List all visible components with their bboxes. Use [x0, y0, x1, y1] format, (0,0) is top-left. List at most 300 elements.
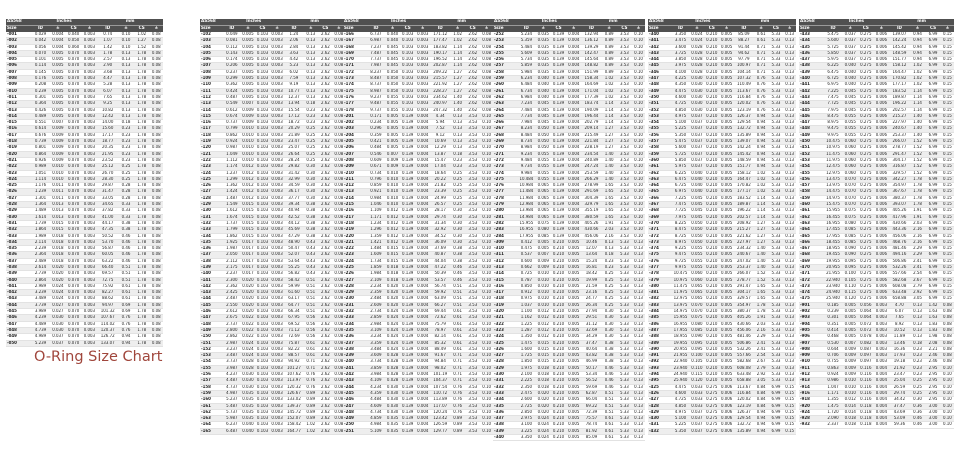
value-cell: 0.210 — [552, 283, 565, 289]
value-cell: 0.009 — [842, 353, 858, 359]
size-cell: -348 — [648, 82, 671, 88]
value-cell: 0.13 — [785, 132, 795, 138]
value-cell: 2.16 — [910, 239, 926, 245]
value-cell: 0.004 — [417, 340, 429, 346]
value-cell: 0.103 — [402, 107, 414, 113]
value-cell: 0.801 — [31, 145, 50, 151]
value-cell: 0.037 — [691, 164, 703, 170]
value-cell: 1.27 — [450, 88, 465, 94]
value-cell: 0.139 — [402, 302, 414, 308]
value-cell: 0.004 — [417, 416, 429, 422]
value-cell: 5.33 — [769, 88, 784, 94]
value-cell: 0.005 — [720, 340, 733, 346]
size-cell: -173 — [343, 76, 367, 82]
value-cell: 1.02 — [910, 76, 926, 82]
value-cell: 0.61 — [602, 416, 617, 422]
value-cell: 52.07 — [284, 252, 303, 258]
value-cell: 0.005 — [386, 120, 399, 126]
value-cell: 0.08 — [334, 132, 344, 138]
size-cell: -458 — [799, 189, 824, 195]
value-cell: 0.08 — [150, 69, 163, 75]
value-cell: 0.23 — [602, 258, 617, 264]
size-cell: -113 — [200, 101, 223, 107]
value-cell: 0.103 — [256, 214, 269, 220]
value-cell: 1.987 — [223, 246, 241, 252]
value-cell: 0.050 — [691, 233, 703, 239]
value-cell: 0.003 — [271, 327, 283, 333]
value-cell: 0.13 — [632, 264, 645, 270]
value-cell: 0.737 — [223, 120, 241, 126]
value-cell: 28.30 — [97, 176, 118, 182]
value-cell: 0.103 — [256, 195, 269, 201]
value-cell: 75.57 — [581, 416, 601, 422]
value-cell: 145.42 — [734, 151, 754, 157]
value-cell: 12.984 — [517, 202, 535, 208]
value-cell: 0.009 — [242, 113, 254, 119]
value-cell: 0.13 — [632, 277, 645, 283]
value-cell: 2.62 — [318, 233, 333, 239]
value-cell: 3.53 — [465, 378, 480, 384]
value-cell: 0.10 — [482, 397, 492, 403]
value-cell: 0.25 — [910, 390, 926, 396]
value-cell: 0.89 — [602, 69, 617, 75]
value-cell: 2.425 — [223, 290, 241, 296]
value-cell: 0.139 — [552, 183, 565, 189]
value-cell: 0.139 — [402, 346, 414, 352]
value-cell: 0.003 — [271, 365, 283, 371]
value-cell: 0.070 — [691, 302, 703, 308]
value-cell: 3.487 — [223, 353, 241, 359]
value-cell: 0.13 — [304, 94, 319, 100]
size-cell: -282 — [493, 220, 517, 226]
value-cell: 0.006 — [874, 50, 890, 56]
value-cell: 2.737 — [223, 321, 241, 327]
value-cell: 202.79 — [581, 120, 601, 126]
value-cell: 0.210 — [706, 50, 718, 56]
value-cell: 0.08 — [941, 321, 954, 327]
value-cell: 0.10 — [482, 208, 492, 214]
value-cell: 0.08 — [150, 157, 163, 163]
value-cell: 0.275 — [858, 44, 874, 50]
value-cell: 1.78 — [134, 283, 150, 289]
value-cell: 139.37 — [284, 403, 303, 409]
value-cell: 0.15 — [941, 283, 954, 289]
value-cell: 145.72 — [284, 409, 303, 415]
size-cell: -920 — [799, 403, 824, 409]
value-cell: 3.53 — [465, 384, 480, 390]
value-cell: 0.004 — [568, 227, 580, 233]
value-cell: 3.484 — [367, 346, 385, 352]
value-cell: 0.08 — [482, 50, 492, 56]
value-cell: 1.487 — [223, 195, 241, 201]
value-cell: 20.955 — [824, 264, 843, 270]
value-cell: 5.100 — [671, 120, 689, 126]
inches-group-header: Inches — [223, 19, 284, 26]
value-cell: 1.14 — [602, 101, 617, 107]
value-cell: 0.08 — [334, 428, 344, 434]
value-cell: 0.103 — [402, 82, 414, 88]
size-cell: -904 — [799, 321, 824, 327]
value-cell: 24.99 — [430, 195, 450, 201]
value-cell: 5.33 — [769, 176, 784, 182]
size-cell: -016 — [6, 126, 31, 132]
value-cell: 0.005 — [720, 183, 733, 189]
column-header: ± — [842, 26, 858, 33]
value-cell: 1.27 — [602, 132, 617, 138]
value-cell: 2.62 — [318, 302, 333, 308]
value-cell: 0.08 — [150, 283, 163, 289]
value-cell: 0.003 — [271, 157, 283, 163]
size-cell: -434 — [799, 38, 824, 44]
value-cell: 0.060 — [691, 271, 703, 277]
value-cell: 0.13 — [118, 107, 134, 113]
value-cell: 5.239 — [31, 340, 50, 346]
value-cell: 0.139 — [552, 151, 565, 157]
value-cell: 26.59 — [889, 384, 910, 390]
size-cell: -001 — [6, 32, 31, 38]
value-cell: 2.112 — [223, 258, 241, 264]
value-cell: 0.30 — [602, 309, 617, 315]
value-cell: 34.29 — [581, 334, 601, 340]
value-cell: 0.537 — [517, 252, 535, 258]
value-cell: 0.210 — [706, 321, 718, 327]
value-cell: 0.003 — [271, 384, 283, 390]
value-cell: 2.62 — [318, 384, 333, 390]
value-cell: 0.15 — [941, 239, 954, 245]
size-cell: -271 — [493, 151, 517, 157]
value-cell: 19.99 — [581, 277, 601, 283]
value-cell: 6.99 — [769, 416, 784, 422]
size-cell: -011 — [6, 94, 31, 100]
value-cell: 0.51 — [304, 283, 319, 289]
value-cell: 5.33 — [617, 403, 632, 409]
value-cell: 0.210 — [552, 428, 565, 434]
value-cell: 2.62 — [318, 227, 333, 233]
value-cell: 0.010 — [386, 189, 399, 195]
size-cell: -041 — [6, 283, 31, 289]
size-table — [343, 19, 493, 435]
size-cell: -241 — [343, 365, 367, 371]
value-cell: 0.275 — [858, 214, 874, 220]
value-cell: 1.14 — [602, 107, 617, 113]
value-cell: 0.139 — [402, 390, 414, 396]
value-cell: 1.239 — [31, 189, 50, 195]
value-cell: 18.72 — [284, 120, 303, 126]
value-cell: 0.018 — [50, 258, 66, 264]
value-cell: 0.414 — [824, 327, 843, 333]
value-cell: 2.08 — [925, 340, 941, 346]
value-cell: 2.95 — [925, 397, 941, 403]
value-cell: 2.62 — [318, 151, 333, 157]
value-cell: 0.139 — [402, 264, 414, 270]
value-cell: 3.53 — [465, 340, 480, 346]
value-cell: 0.110 — [691, 365, 703, 371]
size-cell: -022 — [6, 164, 31, 170]
size-cell: -133 — [200, 227, 223, 233]
value-cell: 5.94 — [430, 120, 450, 126]
value-cell: 12.37 — [284, 94, 303, 100]
value-cell: 0.003 — [271, 88, 283, 94]
value-cell: 126.37 — [734, 409, 754, 415]
value-cell: 0.13 — [304, 57, 319, 63]
value-cell: 3.737 — [223, 359, 241, 365]
value-cell: 9.225 — [671, 246, 689, 252]
value-cell: 0.139 — [402, 372, 414, 378]
size-cell: -440 — [799, 76, 824, 82]
value-cell: 5.33 — [769, 157, 784, 163]
size-cell: -339 — [493, 428, 517, 434]
value-cell: 0.055 — [537, 176, 549, 182]
value-cell: 0.51 — [450, 296, 465, 302]
value-cell: 0.15 — [941, 145, 954, 151]
value-cell: 17.04 — [430, 164, 450, 170]
value-cell: 4.737 — [223, 384, 241, 390]
size-cell: -265 — [493, 113, 517, 119]
value-cell: 104.37 — [430, 378, 450, 384]
value-cell: 0.003 — [271, 296, 283, 302]
value-cell: 0.76 — [754, 82, 769, 88]
table-row — [493, 435, 645, 441]
value-cell: 196.22 — [734, 208, 754, 214]
value-cell: 0.004 — [874, 416, 890, 422]
value-cell: 0.08 — [150, 32, 163, 38]
value-cell: 0.614 — [31, 126, 50, 132]
value-cell: 0.139 — [552, 132, 565, 138]
value-cell: 0.040 — [386, 32, 399, 37]
value-cell: 253.37 — [889, 132, 910, 138]
value-cell: 0.23 — [304, 113, 319, 119]
value-cell: 0.13 — [785, 315, 795, 321]
value-cell: 1.989 — [31, 233, 50, 239]
value-cell: 1.424 — [223, 189, 241, 195]
value-cell: 0.08 — [150, 296, 163, 302]
value-cell: 5.33 — [769, 32, 784, 38]
value-cell: 5.33 — [617, 283, 632, 289]
value-cell: 506.86 — [734, 340, 754, 346]
value-cell: 2.62 — [318, 44, 333, 50]
value-cell: 0.13 — [785, 88, 795, 94]
value-cell: 0.13 — [785, 372, 795, 378]
value-cell: 0.15 — [785, 416, 795, 422]
value-cell: 2.234 — [367, 283, 385, 289]
value-cell: 0.055 — [691, 264, 703, 270]
value-cell: 0.004 — [568, 63, 580, 69]
value-cell: 0.003 — [271, 120, 283, 126]
value-cell: 0.028 — [691, 63, 703, 69]
value-cell: 5.33 — [769, 258, 784, 264]
value-cell: 2.16 — [910, 233, 926, 239]
value-cell: 0.045 — [537, 120, 549, 126]
value-cell: 0.139 — [552, 69, 565, 75]
value-cell: 0.020 — [242, 283, 254, 289]
value-cell: 2.609 — [367, 302, 385, 308]
value-cell: 0.003 — [874, 346, 890, 352]
value-cell: 0.050 — [537, 145, 549, 151]
value-cell: 1.65 — [602, 214, 617, 220]
value-cell: 0.10 — [632, 214, 645, 220]
value-cell: 3.53 — [465, 145, 480, 151]
value-cell: 0.25 — [602, 290, 617, 296]
value-cell: 0.028 — [386, 365, 399, 371]
value-cell: 1.78 — [134, 315, 150, 321]
column-header: ± — [241, 26, 256, 33]
value-cell: 0.10 — [632, 145, 645, 151]
value-cell: 0.070 — [66, 183, 82, 189]
value-cell: 0.004 — [568, 82, 580, 88]
value-cell: 7.234 — [517, 101, 535, 107]
value-cell: 0.139 — [552, 57, 565, 63]
value-cell: 0.012 — [386, 208, 399, 214]
value-cell: 5.975 — [824, 57, 843, 63]
value-cell: 3.53 — [465, 157, 480, 163]
value-cell: 0.43 — [304, 258, 319, 264]
value-cell: 0.08 — [150, 113, 163, 119]
value-cell: 0.003 — [82, 139, 98, 145]
size-cell: -433 — [799, 32, 824, 38]
value-cell: 0.015 — [242, 214, 254, 220]
value-cell: 2.62 — [318, 409, 333, 415]
value-cell: 0.004 — [417, 327, 429, 333]
value-cell: 0.006 — [874, 252, 890, 258]
value-cell: 24.940 — [671, 372, 689, 378]
value-cell: 1.362 — [223, 183, 241, 189]
size-cell: -216 — [343, 208, 367, 214]
size-cell: -246 — [343, 397, 367, 403]
chart-title: O-Ring Size Chart — [34, 349, 163, 365]
value-cell: 0.862 — [223, 132, 241, 138]
standard-label: AS568 — [493, 19, 517, 26]
value-cell: 0.005 — [720, 346, 733, 352]
value-cell: 0.139 — [402, 271, 414, 277]
value-cell: 0.009 — [242, 120, 254, 126]
value-cell: 40.64 — [581, 346, 601, 352]
value-cell: 0.103 — [402, 44, 414, 50]
value-cell: 0.76 — [450, 384, 465, 390]
value-cell: 0.005 — [242, 69, 254, 75]
value-cell: 0.004 — [568, 151, 580, 157]
value-cell: 0.08 — [482, 38, 492, 44]
size-cell: -467 — [799, 246, 824, 252]
value-cell: 0.13 — [304, 63, 319, 69]
value-cell: 0.005 — [720, 290, 733, 296]
value-cell: 2.62 — [318, 69, 333, 75]
size-cell: -334 — [493, 397, 517, 403]
value-cell: 2.92 — [754, 372, 769, 378]
value-cell: 1.100 — [517, 309, 535, 315]
value-cell: 0.006 — [874, 195, 890, 201]
size-cell: -388 — [648, 334, 671, 340]
size-cell: -256 — [493, 57, 517, 63]
value-cell: 0.003 — [271, 346, 283, 352]
value-cell: 0.13 — [785, 246, 795, 252]
value-cell: 0.275 — [858, 76, 874, 82]
value-cell: 0.103 — [256, 164, 269, 170]
value-cell: 0.003 — [271, 397, 283, 403]
value-cell: 0.003 — [874, 334, 890, 340]
value-cell: 0.003 — [271, 378, 283, 384]
value-cell: 136.12 — [581, 38, 601, 44]
value-cell: 0.94 — [910, 50, 926, 56]
size-cell: -107 — [200, 63, 223, 69]
value-cell: 1.52 — [134, 44, 150, 50]
value-cell: 0.89 — [602, 63, 617, 69]
value-cell: 0.103 — [256, 157, 269, 163]
value-cell: 0.003 — [271, 170, 283, 176]
value-cell: 0.10 — [632, 132, 645, 138]
value-cell: 0.045 — [842, 101, 858, 107]
value-cell: 0.033 — [691, 397, 703, 403]
value-cell: 0.012 — [842, 397, 858, 403]
value-cell: 0.005 — [568, 334, 580, 340]
value-cell: 0.275 — [706, 403, 718, 409]
value-cell: 0.71 — [450, 365, 465, 371]
value-cell: 0.25 — [304, 139, 319, 145]
size-cell: -443 — [799, 94, 824, 100]
value-cell: 1.42 — [97, 44, 118, 50]
value-cell: 3.00 — [925, 403, 941, 409]
value-cell: 104.14 — [734, 69, 754, 75]
value-cell: 0.13 — [785, 264, 795, 270]
value-cell: 0.005 — [568, 353, 580, 359]
value-cell: 8.725 — [671, 233, 689, 239]
value-cell: 16.955 — [517, 227, 535, 233]
size-cell: -135 — [200, 239, 223, 245]
value-cell: 1.65 — [602, 202, 617, 208]
value-cell: 6.99 — [925, 88, 941, 94]
value-cell: 5.33 — [617, 409, 632, 415]
value-cell: 2.734 — [367, 309, 385, 315]
value-cell: 2.489 — [31, 258, 50, 264]
value-cell: 8.475 — [671, 227, 689, 233]
value-cell: 5.350 — [671, 428, 689, 434]
value-cell: 0.94 — [754, 416, 769, 422]
column-header: ± — [941, 26, 954, 33]
value-cell: 0.070 — [66, 252, 82, 258]
value-cell: 0.210 — [706, 94, 718, 100]
value-cell: 0.020 — [242, 302, 254, 308]
value-cell: 0.003 — [82, 132, 98, 138]
size-cell: -006 — [6, 63, 31, 69]
value-cell: 0.15 — [785, 409, 795, 415]
value-cell: 0.13 — [910, 302, 926, 308]
value-cell: 0.351 — [824, 321, 843, 327]
value-cell: 2.62 — [318, 164, 333, 170]
value-cell: 0.003 — [82, 151, 98, 157]
value-cell: 0.38 — [602, 359, 617, 365]
value-cell: 0.005 — [720, 315, 733, 321]
value-cell: 0.18 — [450, 151, 465, 157]
value-cell: 0.004 — [568, 50, 580, 56]
value-cell: 2.62 — [318, 258, 333, 264]
value-cell: 0.015 — [50, 220, 66, 226]
value-cell: 0.003 — [82, 208, 98, 214]
value-cell: 0.23 — [118, 126, 134, 132]
value-cell: 0.139 — [402, 113, 414, 119]
value-cell: 3.00 — [925, 416, 941, 422]
value-cell: 11.484 — [517, 189, 535, 195]
value-cell: 0.010 — [842, 378, 858, 384]
value-cell: 0.210 — [706, 246, 718, 252]
value-cell: 0.08 — [334, 252, 344, 258]
size-cell: -243 — [343, 378, 367, 384]
value-cell: 1.78 — [134, 157, 150, 163]
value-cell: 0.989 — [31, 164, 50, 170]
value-cell: 72.62 — [430, 315, 450, 321]
column-header: Size — [648, 26, 671, 33]
value-cell: 1.78 — [134, 101, 150, 107]
value-cell: 0.139 — [552, 227, 565, 233]
value-cell: 0.004 — [417, 302, 429, 308]
